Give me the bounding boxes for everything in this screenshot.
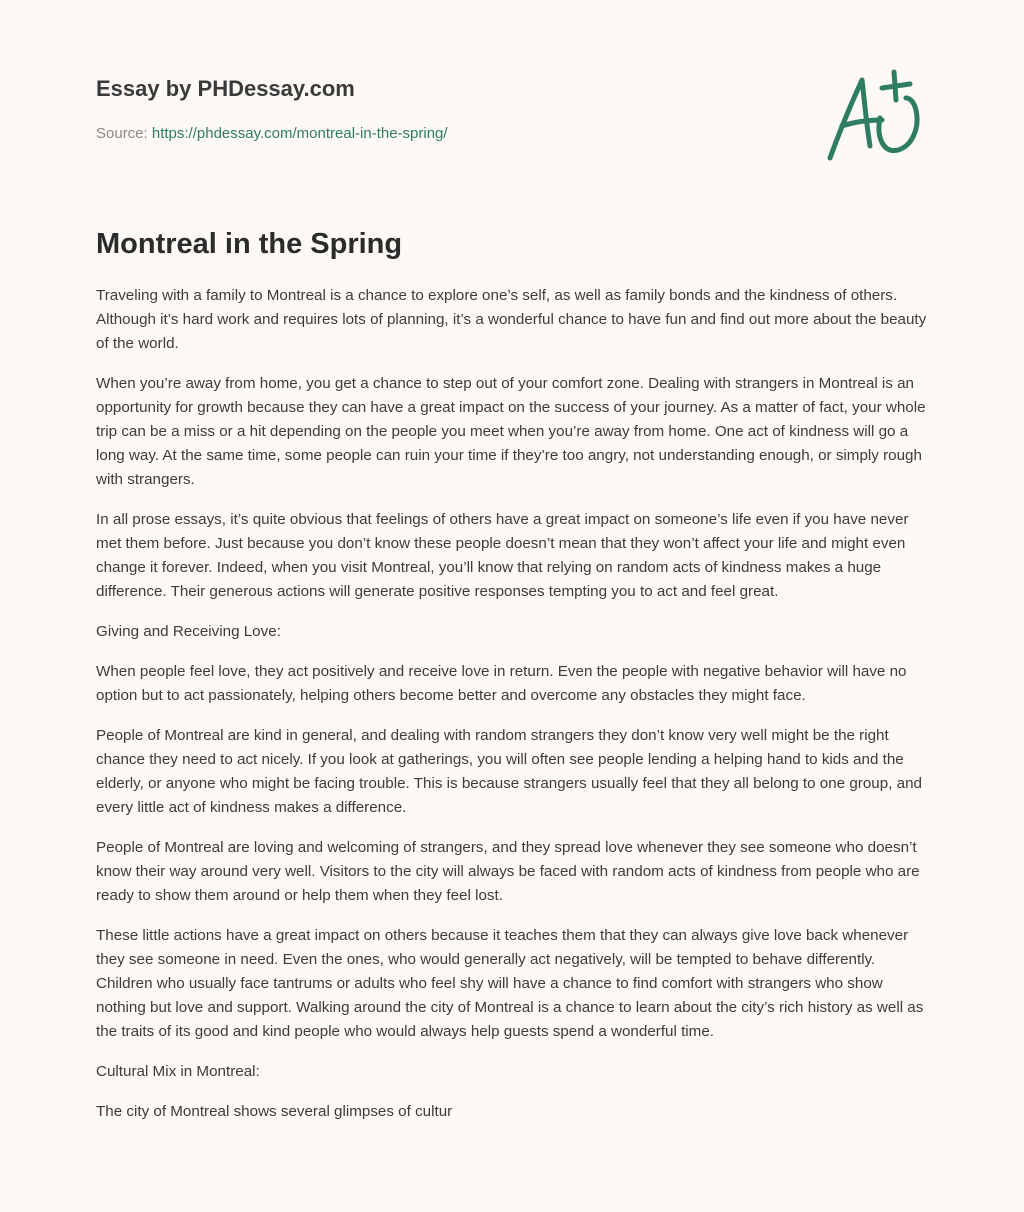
source-label: Source:	[96, 125, 152, 142]
section-heading: Giving and Receiving Love:	[96, 623, 281, 640]
essay-content	[96, 226, 932, 1140]
paragraph: When people feel love, they act positively and receive love in return. Even the people with negative behavior will have no option but to act passionately, helping others become better and overcome any obstacles they might face.	[96, 663, 907, 704]
source-link[interactable]: https://phdessay.com/montreal-in-the-spring/	[151, 125, 448, 142]
site-title: Essay by PHDessay.com	[96, 76, 355, 101]
paragraph: Traveling with a family to Montreal is a chance to explore one’s self, as well as family bonds and the kindness of others. Although it’s hard work and requires lots of planning, it’s a wonderful chance to have fun and find out more about the beauty of the world.	[96, 287, 927, 352]
page-header	[96, 74, 796, 144]
section-heading: Cultural Mix in Montreal:	[96, 1063, 260, 1080]
paragraph: People of Montreal are kind in general, and dealing with random strangers they don’t know very well might be the right chance they need to act nicely. If you look at gatherings, you will often see people lending a helping hand to kids and the elderly, or anyone who might be facing trouble. This is because strangers usually feel that they all belong to one group, and every little act of kindness makes a difference.	[96, 727, 922, 816]
paragraph: In all prose essays, it’s quite obvious that feelings of others have a great impact on someone’s life even if you have never met them before. Just because you don’t know these people doesn’t mean that they won’t affect your life and might even change it forever. Indeed, when you visit Montreal, you’ll know that relying on random acts of kindness makes a huge difference. Their generous actions will generate positive responses tempting you to act and feel great.	[96, 511, 909, 600]
paragraph: The city of Montreal shows several glimpses of cultur	[96, 1103, 453, 1120]
paragraph: People of Montreal are loving and welcoming of strangers, and they spread love whenever they see someone who doesn’t know their way around very well. Visitors to the city will always be faced with random acts of kindness from people who are ready to show them around or help them when they feel lost.	[96, 839, 920, 904]
a-plus-logo-icon	[820, 66, 930, 166]
source-line	[96, 124, 796, 144]
paragraph: These little actions have a great impact on others because it teaches them that they can always give love back whenever they see someone in need. Even the ones, who would generally act negatively, will be tempted to behave differently. Children who usually face tantrums or adults who feel shy will have a chance to find comfort with strangers who show nothing but love and support. Walking around the city of Montreal is a chance to learn about the city’s rich history as well as the traits of its good and kind people who would always help guests spend a wonderful time.	[96, 927, 924, 1040]
paragraph: When you’re away from home, you get a chance to step out of your comfort zone. Dealing with strangers in Montreal is an opportunity for growth because they can have a great impact on the success of your journey. As a matter of fact, your whole trip can be a miss or a hit depending on the people you meet when you’re away from home. One act of kindness will go a long way. At the same time, some people can ruin your time if they’re too angry, not understanding enough, or simply rough with strangers.	[96, 375, 926, 488]
essay-title: Montreal in the Spring	[96, 228, 403, 260]
